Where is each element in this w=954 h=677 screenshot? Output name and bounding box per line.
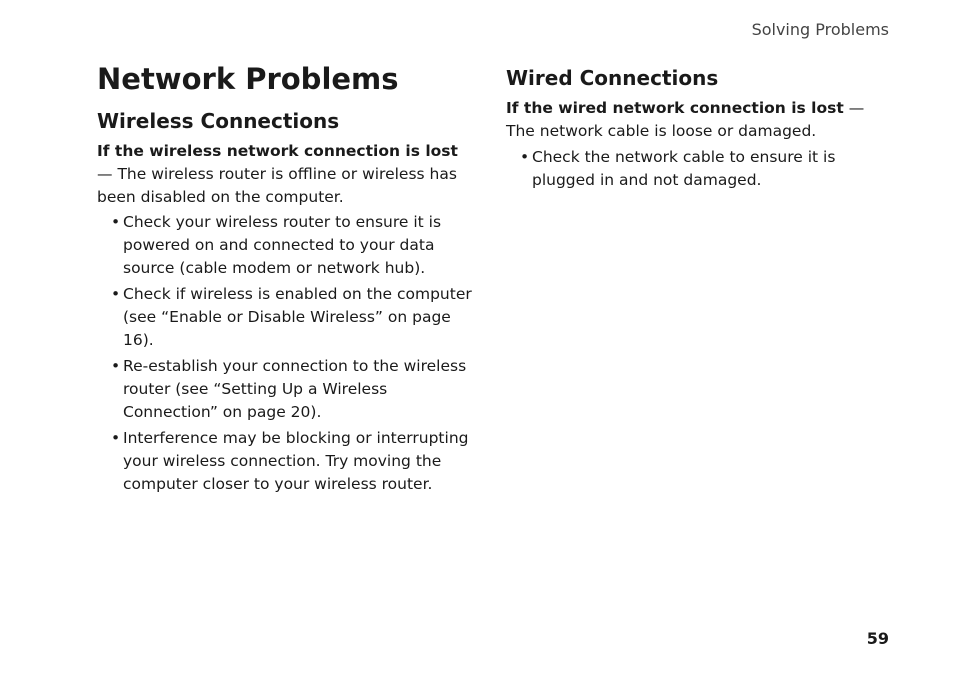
wired-problem-description: The network cable is loose or damaged. [506, 122, 817, 140]
wireless-section-heading: Wireless Connections [97, 109, 340, 133]
wireless-bullet-text: Check your wireless router to ensure it is powered on and connected to your data source (cable modem or network hub). [123, 213, 442, 277]
wireless-bullet-text: Interference may be blocking or interrupting your wireless connection. Try moving the computer closer to your wireless router. [123, 429, 469, 493]
page-number: 59 [866, 629, 889, 648]
wired-problem-lead: If the wired network connection is lost [506, 99, 844, 117]
wired-section-heading: Wired Connections [506, 66, 719, 90]
wireless-bullet-item [111, 355, 486, 424]
wireless-problem-dash: — [97, 165, 118, 183]
running-header: Solving Problems [751, 20, 889, 39]
bullet-dot: • [111, 357, 121, 375]
wireless-bullet-item [111, 211, 486, 280]
wireless-bullet-text: Re-establish your connection to the wireless router (see “Setting Up a Wireless Connection” on page 20). [123, 357, 467, 421]
wired-problem-dash: — [843, 99, 865, 117]
wireless-bullet-item [111, 427, 486, 496]
bullet-dot: • [520, 148, 530, 166]
wireless-problem-paragraph [97, 140, 472, 209]
wireless-bullet-list [111, 211, 486, 499]
wireless-problem-description: The wireless router is offline or wireless has been disabled on the computer. [97, 165, 457, 206]
wired-problem-paragraph [506, 97, 881, 143]
wired-bullet-item [520, 146, 895, 192]
wireless-bullet-text: Check if wireless is enabled on the computer (see “Enable or Disable Wireless” on page 16). [123, 285, 472, 349]
wired-bullet-list [520, 146, 895, 195]
page-title: Network Problems [97, 62, 399, 96]
wired-bullet-text: Check the network cable to ensure it is plugged in and not damaged. [532, 148, 836, 189]
bullet-dot: • [111, 429, 121, 447]
wireless-problem-lead: If the wireless network connection is lost [97, 142, 458, 160]
bullet-dot: • [111, 213, 121, 231]
wireless-bullet-item [111, 283, 486, 352]
bullet-dot: • [111, 285, 121, 303]
